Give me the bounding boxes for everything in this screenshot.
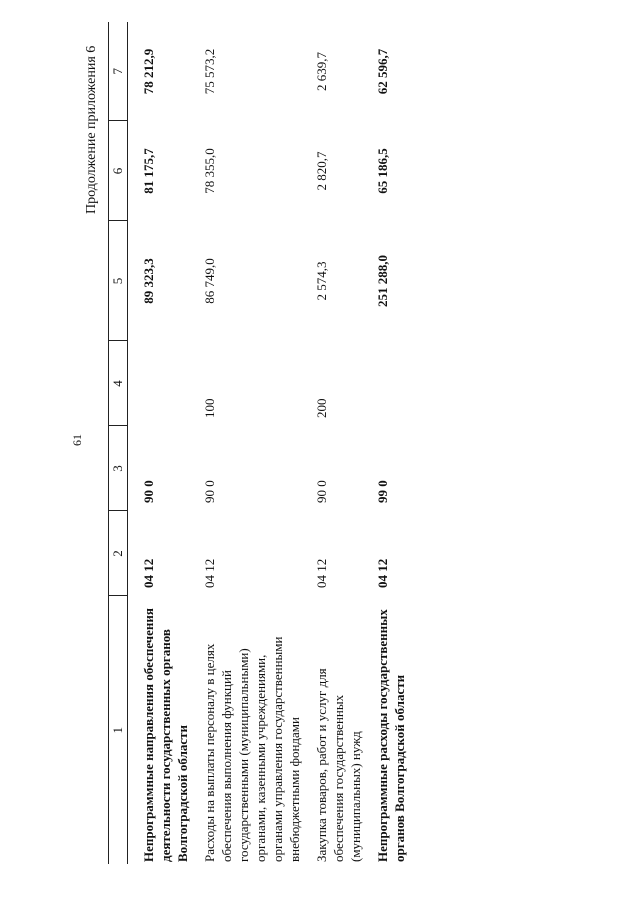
- column-header-5: 5: [109, 221, 128, 341]
- expense-name: Закупка товаров, работ и услуг для обеспечения государственных (муниципальных) нужд: [314, 668, 363, 862]
- expense-name: Непрограммные направления обеспечения деятельности государственных органов Волгоградской области: [141, 608, 190, 862]
- expense-name: Расходы на выплаты персоналу в целях обеспечения выполнения функций государственными (муниципальными) органами, казенными учреждениями, органами управления государственными внебюджетными фондами: [202, 636, 302, 862]
- section-code: 04 12: [202, 558, 217, 588]
- target-code: 99 0: [375, 480, 390, 503]
- amount-col5: 86 749,0: [202, 258, 217, 304]
- expense-type-code: 100: [202, 398, 217, 418]
- target-code: 90 0: [202, 480, 217, 503]
- amount-col7: 2 639,7: [314, 52, 329, 91]
- section-code: 04 12: [375, 558, 390, 588]
- column-header-4: 4: [109, 341, 128, 426]
- section-code: 04 12: [314, 558, 329, 588]
- table-row: [313, 22, 374, 864]
- amount-col5: 89 323,3: [141, 258, 156, 304]
- expense-type-code: 200: [314, 398, 329, 418]
- budget-table: [108, 22, 418, 864]
- amount-col6: 2 820,7: [314, 151, 329, 191]
- target-code: 90 0: [141, 480, 156, 503]
- expense-type-code: [128, 341, 202, 426]
- expense-name: Непрограммные расходы государственных органов Волгоградской области: [375, 609, 407, 862]
- expense-type-code: [374, 341, 418, 426]
- column-header-2: 2: [109, 511, 128, 596]
- amount-col6: 78 355,0: [202, 148, 217, 194]
- column-number-row: [109, 22, 128, 864]
- target-code: 90 0: [314, 480, 329, 503]
- amount-col7: 62 596,7: [375, 48, 390, 95]
- rotated-page-content: [26, 4, 626, 884]
- table-row: [128, 22, 202, 864]
- column-header-7: 7: [109, 22, 128, 121]
- table-row: [374, 22, 418, 864]
- page-number: 61: [70, 434, 84, 446]
- amount-col6: 65 186,5: [375, 148, 390, 194]
- section-code: 04 12: [141, 558, 156, 588]
- amount-col7: 75 573,2: [202, 48, 217, 95]
- column-header-6: 6: [109, 121, 128, 221]
- amount-col6: 81 175,7: [141, 148, 156, 194]
- column-header-3: 3: [109, 426, 128, 511]
- amount-col7: 78 212,9: [141, 48, 156, 95]
- amount-col5: 2 574,3: [314, 261, 329, 301]
- appendix-continuation-caption: Продолжение приложения 6: [84, 45, 99, 214]
- amount-col5: 251 288,0: [375, 255, 390, 307]
- column-header-1: 1: [109, 596, 128, 864]
- table-row: [201, 22, 313, 864]
